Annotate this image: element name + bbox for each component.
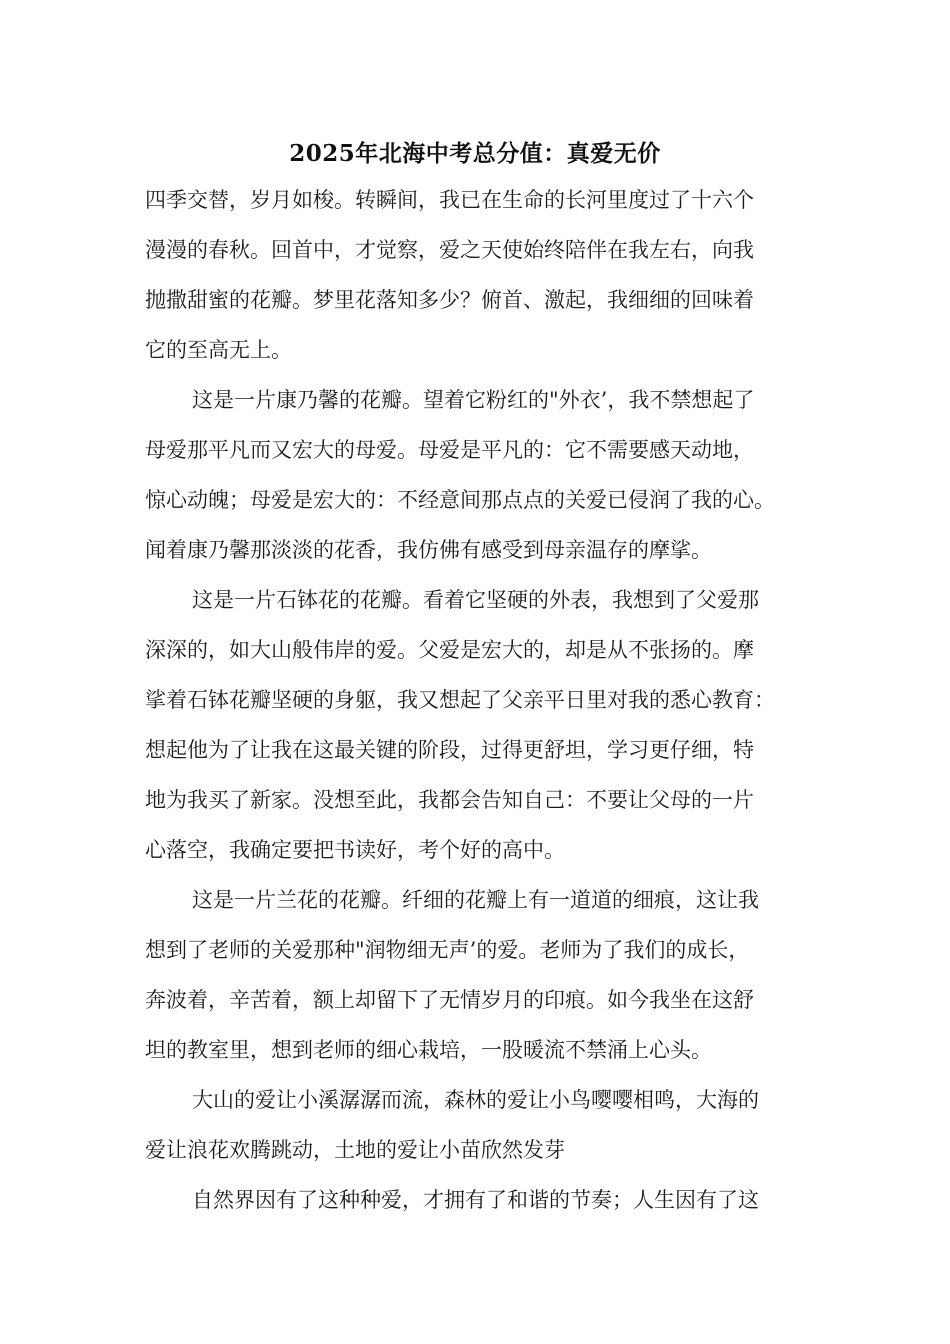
text-line: 想起他为了让我在这最关键的阶段，过得更舒坦，学习更仔细，特	[145, 738, 754, 762]
document-title: 2025年北海中考总分值：真爱无价	[289, 140, 661, 167]
text-line: 它的至高无上。	[145, 338, 292, 362]
text-line: 自然界因有了这种种爱，才拥有了和谐的节奏；人生因有了这	[192, 1188, 759, 1212]
text-line: 闻着康乃馨那淡淡的花香，我仿佛有感受到母亲温存的摩挲。	[145, 538, 712, 562]
text-line: 母爱那平凡而又宏大的母爱。母爱是平凡的：它不需要感天动地，	[145, 438, 754, 462]
text-line: 惊心动魄；母爱是宏大的：不经意间那点点的关爱已侵润了我的心。	[145, 488, 775, 512]
text-line: 漫漫的春秋。回首中，才觉察，爱之天使始终陪伴在我左右，向我	[145, 238, 754, 262]
text-line: 抛撒甜蜜的花瓣。梦里花落知多少？俯首、激起，我细细的回味着	[145, 288, 754, 312]
text-line: 挲着石钵花瓣坚硬的身躯，我又想起了父亲平日里对我的悉心教育：	[145, 688, 775, 712]
text-line: 这是一片石钵花的花瓣。看着它坚硬的外表，我想到了父爱那	[192, 588, 759, 612]
text-line: 坦的教室里，想到老师的细心栽培，一股暖流不禁涌上心头。	[145, 1038, 712, 1062]
text-line: 这是一片兰花的花瓣。纤细的花瓣上有一道道的细痕，这让我	[192, 888, 759, 912]
text-line: 爱让浪花欢腾跳动，土地的爱让小苗欣然发芽	[145, 1138, 565, 1162]
text-line: 深深的，如大山般伟岸的爱。父爱是宏大的，却是从不张扬的。摩	[145, 638, 754, 662]
text-line: 心落空，我确定要把书读好，考个好的高中。	[145, 838, 565, 862]
text-line: 大山的爱让小溪潺潺而流，森林的爱让小鸟嘤嘤相鸣，大海的	[192, 1088, 759, 1112]
text-line: 这是一片康乃馨的花瓣。望着它粉红的"外衣’，我不禁想起了	[192, 388, 755, 412]
text-line: 地为我买了新家。没想至此，我都会告知自己：不要让父母的一片	[145, 788, 754, 812]
text-line: 想到了老师的关爱那种"润物细无声’的爱。老师为了我们的成长，	[145, 938, 750, 962]
document-body	[145, 180, 815, 1230]
text-line: 四季交替，岁月如梭。转瞬间，我已在生命的长河里度过了十六个	[145, 188, 754, 212]
text-line: 奔波着，辛苦着，额上却留下了无情岁月的印痕。如今我坐在这舒	[145, 988, 754, 1012]
